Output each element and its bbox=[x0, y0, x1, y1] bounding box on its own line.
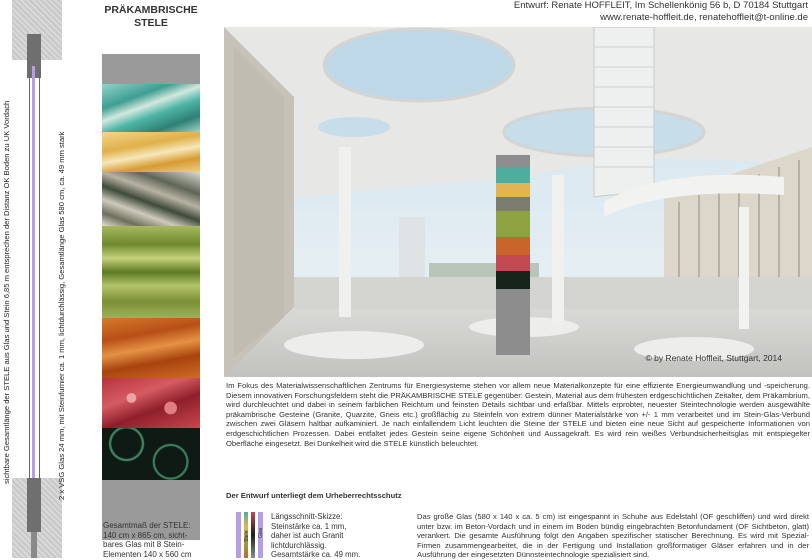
installation-text: Das große Glas (580 x 140 x ca. 5 cm) ist eingespannt in Schuhe aus Edelstahl (OF geschliffen) und wird direkt unter bzw. im Beton-Vordach und in einem im Boden bündig eingebrachten Betonfundament (OF Sichtbeton, glatt) verankert. Die gesamte Ausführung folgt den Angaben spezifischer statischer Berechnung. Es wird mit Spezial-Firmen zusammengearbeitet, die in der Fertigung und Installation großformatiger Gläser erfahren und in der Ausführung der eingesetzten Dünnsteintechnologie spezialisiert sind. bbox=[417, 512, 809, 560]
stele-dimensions bbox=[103, 521, 203, 559]
column-2 bbox=[552, 175, 564, 325]
section-label-total-length: sichtbare Gesamtlänge der STELE aus Glas und Stein 6,85 m entsprechen der Distanz OK Boden zu UK Vordach bbox=[2, 100, 11, 484]
dimensions-line-4: Elementen 140 x 560 cm bbox=[103, 549, 192, 559]
title-line-2: STELE bbox=[134, 17, 168, 29]
stele-stone-green bbox=[102, 226, 200, 318]
sketch-label-stone: Stein bbox=[244, 530, 250, 542]
description-text: Im Fokus des Materialwissenschaftlichen Zentrums für Energiesysteme stehen vor allem neue Materialkonzepte für eine effiziente Energieumwandlung und -speicherung. Diesem innovativen Forschungsfeldern steht die PRÄKAMBRISCHE STELE gegenüber: Gestein, Material aus dem frühesten erdgeschichtlichen Zeitalter, dem Präkambrium, wird durchleuchtet und dabei in seinem farblichen Reichtum und feinsten Details sichtbar und erfaßbar. Mittels erprobter, neuester Steintechnologie werden ausgewählte präkambrische Gesteine (Granite, Quarzite, Gneis etc.) großflächig zu Steinfeln von extrem dünner Materialstärke von +/- 1 mm verarbeitet und im Stein-Glas-Verbund zwischen zwei Gläsern haltbar aufkaminiert. Je nach einfallendem Licht leuchten die Steine der STELE und bieten eine neue Sicht auf gespeicherte Informationen von erdgeschichtlichen Prozessen. Dabei entfaltet jedes Gestein seine eigene Schönheit und Aussagekraft. Es wird rein weißes Verbundsicherheitsglas mit entspiegelter Oberfläche eingesetzt. Bei Dunkelheit wird die STELE künstlich beleuchtet. bbox=[226, 381, 810, 448]
stele-stone-gneiss bbox=[102, 172, 200, 226]
rendering-scene bbox=[224, 27, 812, 377]
column-1 bbox=[339, 147, 351, 317]
skylight-1 bbox=[324, 29, 514, 101]
left-wall-texture bbox=[234, 47, 284, 357]
stele-stone-turquoise bbox=[102, 84, 200, 132]
section-label-glass: 2 x VSG Glas 24 mm, mit Steinfurnier ca. 1 mm, lichtdurchlässig, Gesamtlänge Glas 580 cm, ca. 49 mm stark bbox=[57, 131, 66, 500]
glass-outline bbox=[29, 70, 40, 480]
dimensions-line-3: bares Glas mit 8 Stein- bbox=[103, 540, 185, 550]
dimensions-line-2: 140 cm x 865 cm, sicht- bbox=[103, 530, 188, 540]
distant-building bbox=[399, 217, 425, 277]
author-address: Entwurf: Renate HOFFLEIT, Im Schellenkönig 56 b, D 70184 Stuttgart bbox=[513, 0, 808, 11]
copyright-notice: Der Entwurf unterliegt dem Urheberrechtsschutz bbox=[226, 491, 402, 500]
sketch-stone-2 bbox=[251, 512, 255, 558]
column-3 bbox=[739, 207, 749, 329]
stele-elevation bbox=[102, 54, 200, 540]
author-header bbox=[514, 0, 808, 24]
sketch-glass-left bbox=[236, 512, 241, 558]
sketch-description: Längsschnitt-Skizze: Steinstärke ca. 1 mm, daher ist auch Granit lichtdurchlässig. Gesamtstärke ca. 49 mm. bbox=[271, 512, 361, 560]
architectural-rendering bbox=[224, 27, 812, 377]
copyright-note: © by Renate Hoffleit, Stuttgart, 2014 bbox=[645, 353, 782, 363]
title-line-1: PRÄKAMBRISCHE bbox=[104, 4, 198, 16]
stele-stone-orange bbox=[102, 318, 200, 378]
tower bbox=[594, 27, 654, 197]
stele-stone-gray-top bbox=[102, 54, 200, 84]
skylight-3 bbox=[318, 117, 390, 137]
author-website[interactable]: www.renate-hoffleit.de, renatehoffleit@t-online.de bbox=[600, 12, 808, 23]
bottom-clamp bbox=[27, 478, 41, 532]
dimensions-line-1: Gesamtmaß der STELE: bbox=[103, 521, 191, 530]
sketch-label-glass: Glas bbox=[258, 527, 264, 538]
stele-stone-red bbox=[102, 378, 200, 428]
stele-stone-black bbox=[102, 428, 200, 480]
stele-stone-yellow bbox=[102, 132, 200, 172]
floor-light-1 bbox=[284, 331, 424, 359]
rendered-stele bbox=[496, 155, 530, 355]
page-title bbox=[96, 4, 206, 30]
bottom-anchor bbox=[31, 532, 37, 558]
longitudinal-sketch bbox=[234, 512, 268, 558]
